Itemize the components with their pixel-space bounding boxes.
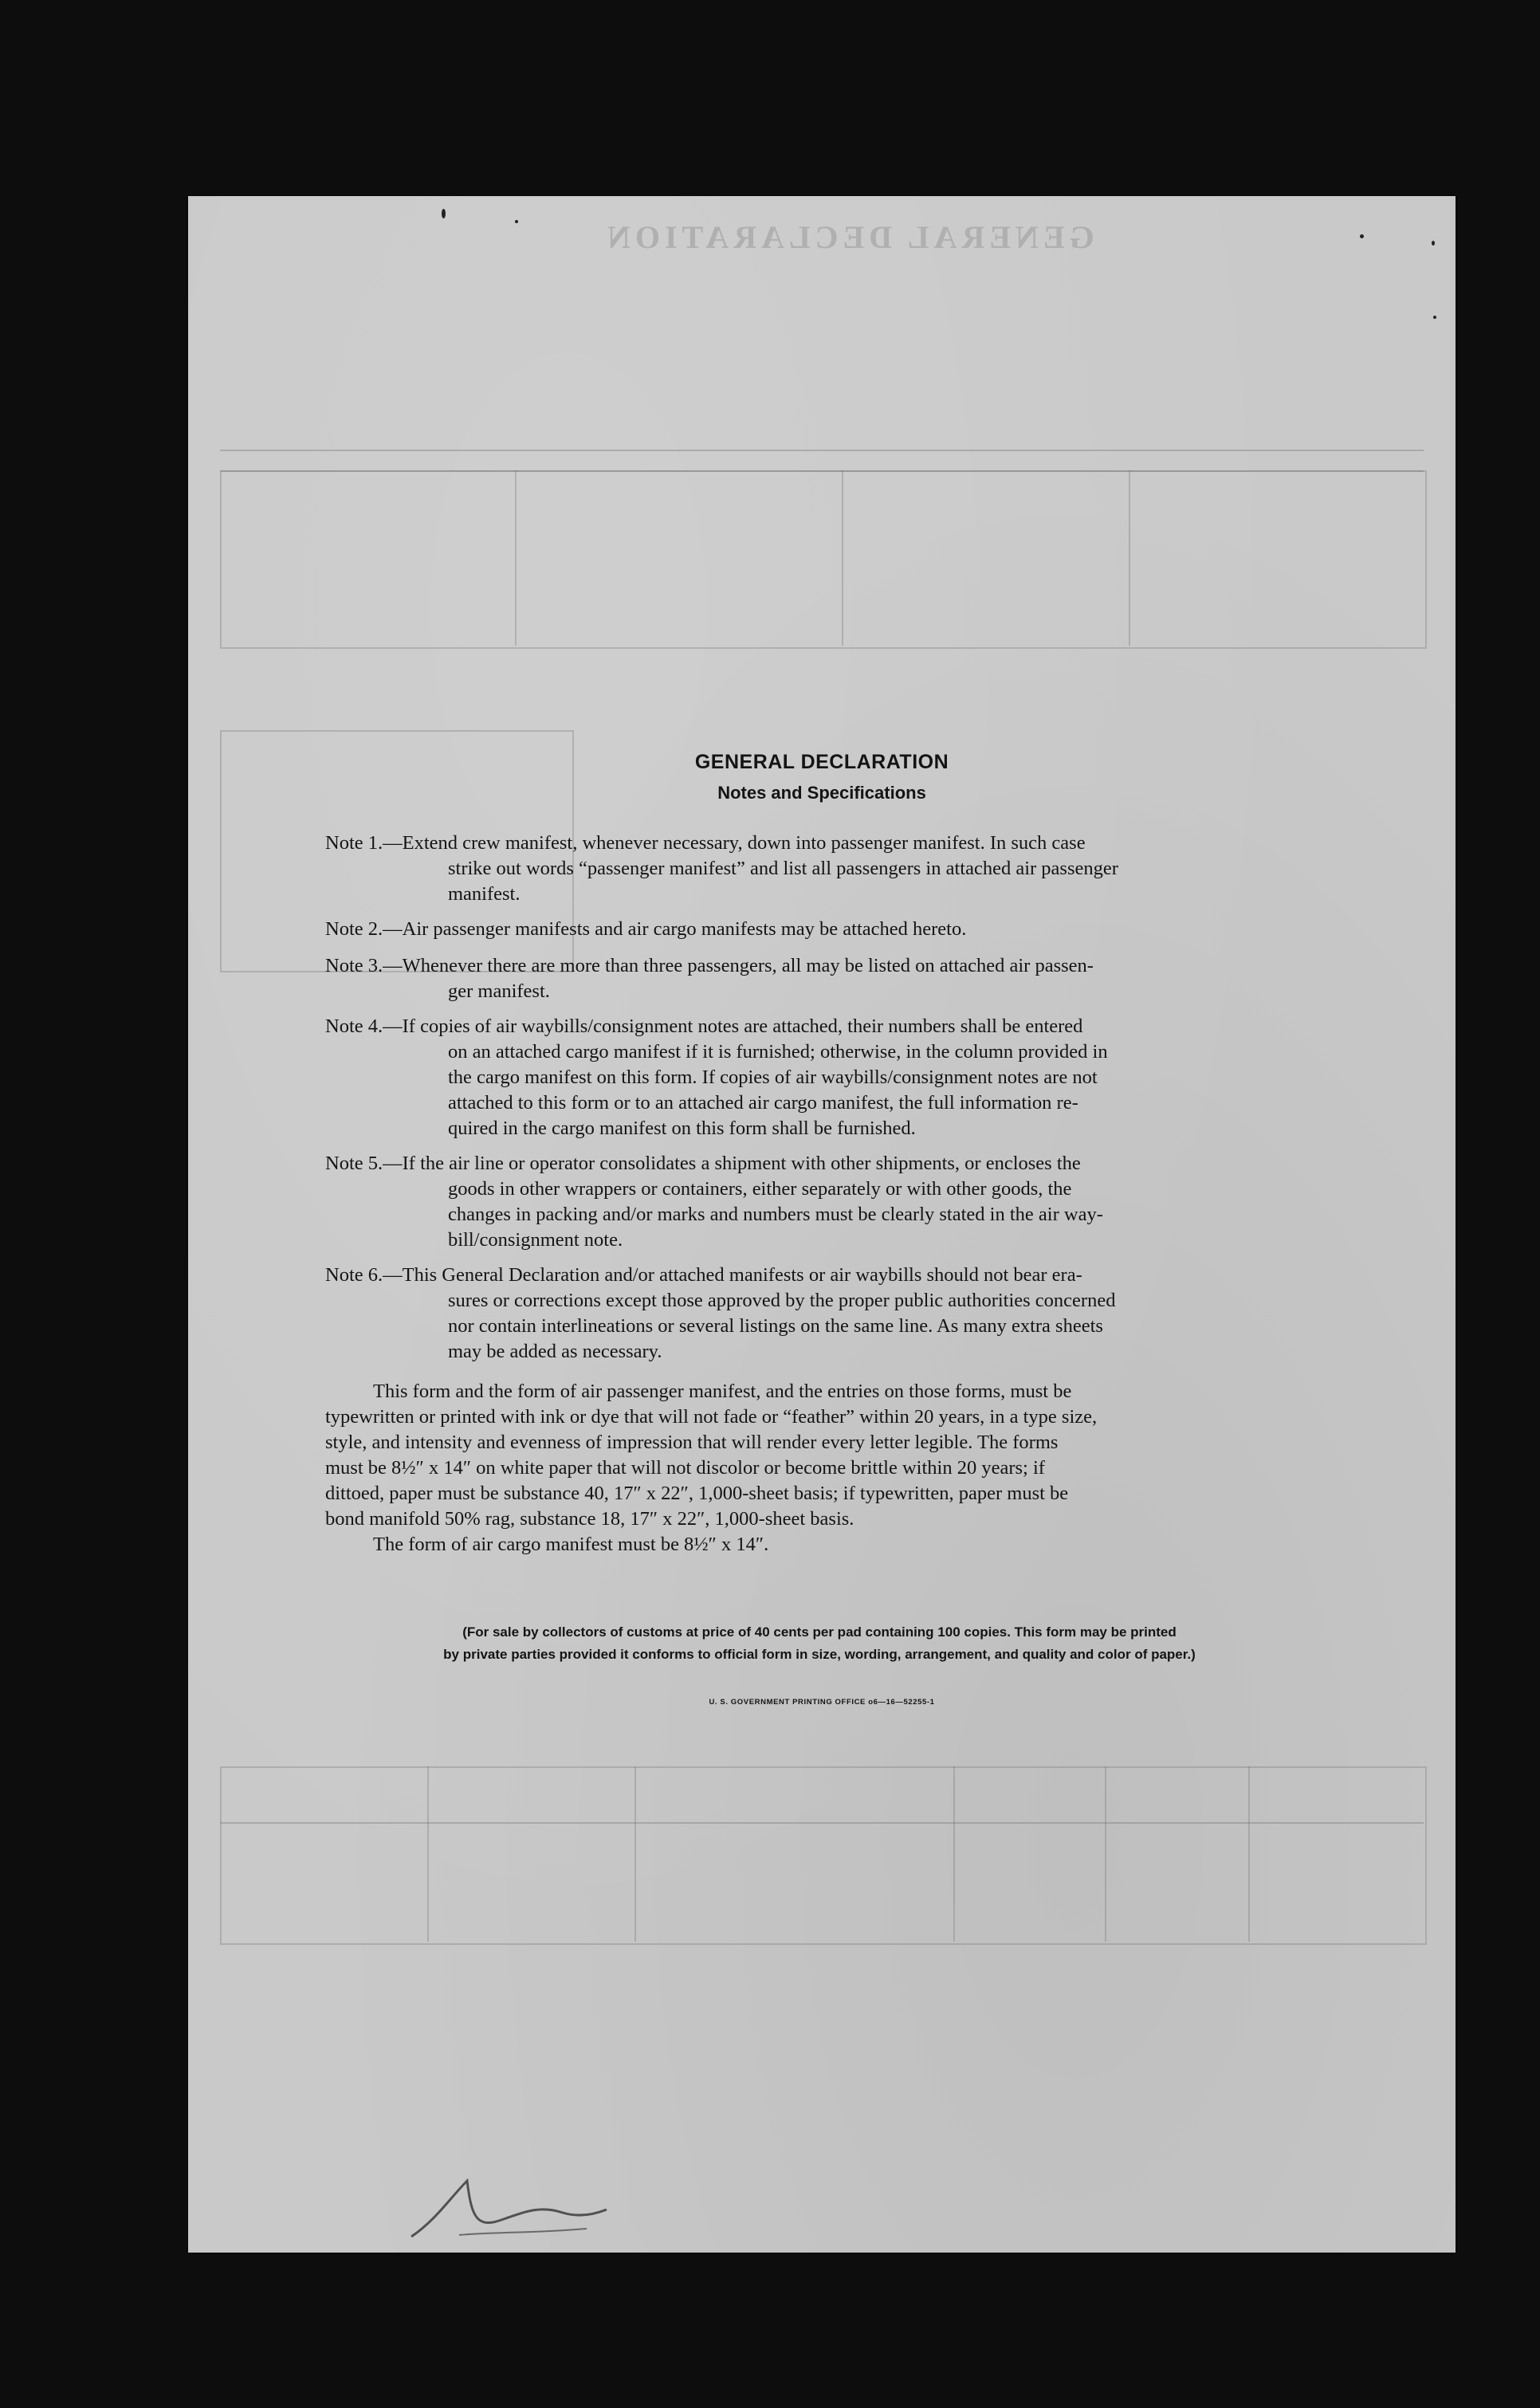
declaration-notes (188, 196, 1456, 2253)
note-label: Note 1. (325, 832, 383, 854)
note-line: quired in the cargo manifest on this form shall be furnished. (448, 1118, 916, 1139)
page-subtitle: Notes and Specifications (717, 783, 926, 803)
note-line: may be added as necessary. (448, 1341, 662, 1362)
note-text: —This General Declaration and/or attached manifests or air waybills should not bear era- (383, 1264, 1082, 1286)
note-label: Note 3. (325, 955, 383, 976)
note-1 (325, 831, 1314, 907)
spec-line: style, and intensity and evenness of impression that will render every letter legible. The forms (325, 1432, 1059, 1453)
note-line: goods in other wrappers or containers, either separately or with other goods, the (448, 1178, 1072, 1200)
note-line: sures or corrections except those approved by the proper public authorities concerned (448, 1290, 1116, 1311)
note-text: —Whenever there are more than three passengers, all may be listed on attached air passen- (383, 955, 1094, 976)
note-line: manifest. (448, 883, 521, 905)
note-line (325, 917, 1314, 942)
note-label: Note 6. (325, 1264, 383, 1286)
sale-notice-line: (For sale by collectors of customs at price of 40 cents per pad containing 100 copies. This form may be printed (462, 1624, 1177, 1640)
spec-line: typewritten or printed with ink or dye that will not fade or “feather” within 20 years, in a type size, (325, 1406, 1098, 1428)
note-text: —If the air line or operator consolidates a shipment with other shipments, or encloses the (383, 1153, 1081, 1174)
spec-line: dittoed, paper must be substance 40, 17″ x 22″, 1,000-sheet basis; if typewritten, paper must be (325, 1483, 1069, 1504)
note-line: strike out words “passenger manifest” and list all passengers in attached air passenger (448, 858, 1118, 879)
note-line (325, 1151, 1314, 1177)
note-line: on an attached cargo manifest if it is furnished; otherwise, in the column provided in (448, 1041, 1108, 1063)
spec-line: must be 8½″ x 14″ on white paper that will not discolor or become brittle within 20 years; if (325, 1457, 1045, 1479)
bleed-through-title: GENERAL DECLARATION (603, 219, 1094, 255)
note-2 (325, 917, 1314, 942)
note-label: Note 2. (325, 918, 383, 940)
note-line (325, 1263, 1314, 1288)
note-label: Note 5. (325, 1153, 383, 1174)
note-line: the cargo manifest on this form. If copies of air waybills/consignment notes are not (448, 1067, 1098, 1088)
note-label: Note 4. (325, 1015, 383, 1037)
note-line (325, 831, 1314, 856)
note-6 (325, 1263, 1314, 1365)
printing-office-imprint: U. S. GOVERNMENT PRINTING OFFICE o6—16—52255-1 (709, 1698, 935, 1707)
sale-notice (325, 1621, 1314, 1666)
note-line: nor contain interlineations or several listings on the same line. As many extra sheets (448, 1315, 1103, 1337)
note-3 (325, 953, 1314, 1004)
note-line (325, 953, 1314, 979)
sale-notice-line: by private parties provided it conforms to official form in size, wording, arrangement, and quality and color of paper.) (443, 1647, 1196, 1662)
note-line: ger manifest. (448, 980, 550, 1002)
specification-paragraph (325, 1379, 1314, 1532)
note-line: changes in packing and/or marks and numbers must be clearly stated in the air way- (448, 1204, 1103, 1225)
spec-line: bond manifold 50% rag, substance 18, 17″ x 22″, 1,000-sheet basis. (325, 1508, 854, 1530)
note-5 (325, 1151, 1314, 1253)
spec-line: This form and the form of air passenger manifest, and the entries on those forms, must be (373, 1381, 1072, 1402)
note-line: attached to this form or to an attached air cargo manifest, the full information re- (448, 1092, 1078, 1114)
note-4 (325, 1014, 1314, 1141)
cargo-form-size-line: The form of air cargo manifest must be 8½″ x 14″. (373, 1534, 769, 1555)
signature-mark (403, 2165, 611, 2253)
note-text: —Extend crew manifest, whenever necessary, down into passenger manifest. In such case (383, 832, 1086, 854)
note-text: —Air passenger manifests and air cargo manifests may be attached hereto. (383, 918, 967, 940)
document-page (188, 196, 1456, 2253)
note-line (325, 1014, 1314, 1039)
note-text: —If copies of air waybills/consignment notes are attached, their numbers shall be entered (383, 1015, 1083, 1037)
page-title: GENERAL DECLARATION (694, 751, 949, 773)
note-line: bill/consignment note. (448, 1229, 623, 1251)
